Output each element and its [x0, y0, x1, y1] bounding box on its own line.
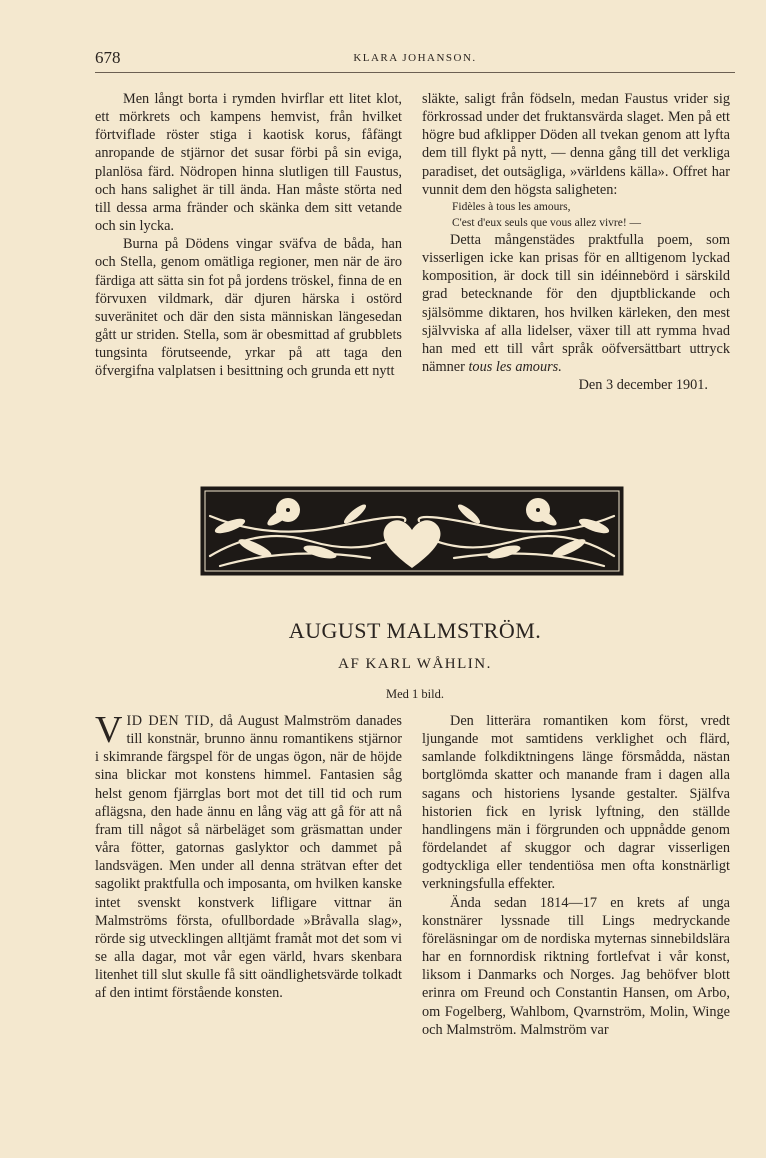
paragraph: Den litterära romantiken kom först, vredt ljungande mot samtidens verklighet och flärd, samlande folkdiktningens länge försmådda, nästan bortglömda skatter och manande fram i dagen alla sagans och historiens lysande gestalter. Själfva historien fick en lyrisk lyftning, den ställde handlingens män i förgrunden och uppnådde genom fördelandet af skuggor och dagrar visserligen godtyckliga eller tendentiösa men ofta konstnärligt verkningsfulla effekter. — [422, 713, 730, 893]
article-byline: AF KARL WÅHLIN. — [338, 656, 492, 672]
paragraph — [95, 709, 402, 1003]
paragraph: släkte, saligt från födseln, medan Faustus vrider sig förkrossad under det fruktansvärda slaget. Men på ett högre bud afklipper Döden all tvekan genom att lyfta dem till flykt på nytt, — denna gång till det verkliga paradiset, det outsägliga, »världens källa». Offret har vunnit dem den högsta saligheten: — [422, 91, 730, 198]
left-column-bottom — [95, 709, 402, 1003]
running-head — [95, 48, 735, 73]
paragraph: Ända sedan 1814—17 en krets af unga konstnärer lyssnade till Lings medryckande föreläsningar om de nordiska myternas sinnebildslära har en fornnordisk riktning fortlefvat i vår konst, liksom i Danmarks och Norges. Jag behöfver blott erinra om Freund och Constantin Hansen, om Arbo, om Fogelberg, Wahlbom, Qvarnström, Molin, Winge och Malmström. Malmström var — [422, 894, 730, 1038]
right-column-top — [422, 90, 730, 394]
paragraph: Men långt borta i rymden hvirflar ett litet klot, ett mörkrets och kampens hemvist, från hvilket förtviflade röster stiga i kaotisk korus, fåfängt anropande de stjärnor det susar förbi på sin eviga, planlösa färd. Nödropen hinna slutligen till Faustus, och hans salighet är till ända. Han måste störta ned till dessa arma fränder och skänka dem sitt vetande och sin lycka. — [95, 91, 402, 235]
french-quote — [422, 199, 730, 231]
paragraph: Burna på Dödens vingar sväfva de båda, han och Stella, genom omätliga regioner, men när de äro färdiga att sätta sin fot på jordens tröskel, finna de en förvuxen vildmark, där djuren härska i ostörd suveränitet och där den sista människan längesedan gått ur striden. Stella, som är obesmittad af grubblets tungsinta förutseende, yrkar på att taga den öfvergifna valplatsen i besittning och grunda ett nytt — [95, 236, 402, 380]
dateline: Den 3 december 1901. — [578, 377, 708, 394]
left-column-top — [95, 90, 402, 381]
lead-in: ID DEN TID, — [126, 713, 215, 729]
running-head-author: KLARA JOHANSON. — [353, 52, 477, 64]
quote-line: C'est d'eux seuls que vous allez vivre! — — [452, 216, 642, 229]
decorative-vignette — [200, 486, 624, 576]
article-title: AUGUST MALMSTRÖM. — [288, 618, 542, 643]
illustration-note: Med 1 bild. — [386, 687, 444, 701]
quote-line: Fidèles à tous les amours, — [452, 200, 571, 213]
paragraph-text: då August Malmström danades till konstnär, brunno ännu romantikens stjärnor i skimrande färgspel för de ungas ögon, när de höjde sina blickar mot konstens himmel. Fantasien såg helst genom fjärrglas bort mot det till tid och rum aflägsna, den hade ännu en lång väg att gå för att nå fram till något så närbeläget som gräsmattan under våra fötter, gatornas gaslyktor och dammet på landsvägen. Men under all denna strätvan efter det sagolikt praktfulla och imposanta, om hvilken kanske intet svenskt konstverk lifligare vittnar än Malmströms första, ofullbordade »Bråvalla slag», rörde sig utvecklingen alltjämt framåt mot det som vi se alla dagar, mot vår egen värld, hvars skenbara litenhet till slut skulle få sitt oändlighetsvärde tolkadt af den intimt förstående konsten. — [95, 713, 402, 1002]
page-number: 678 — [95, 48, 121, 67]
paragraph — [422, 231, 730, 376]
paragraph-text: Detta mångenstädes praktfulla poem, som visserligen icke kan prisas för en alltigenom lyckad komposition, är dock till sin idéinnebörd i särskild grad betecknande för den djuptblickande och själsömme diktaren, hos hvilken kärleken, den mest självviska af alla lidelser, växer till att rymma hvad han med ett till vårt språk oöfversättbart uttryck nämner — [422, 231, 730, 376]
italic-phrase: tous les amours. — [468, 359, 562, 376]
right-column-bottom — [422, 712, 730, 1039]
drop-cap: V — [95, 709, 123, 751]
